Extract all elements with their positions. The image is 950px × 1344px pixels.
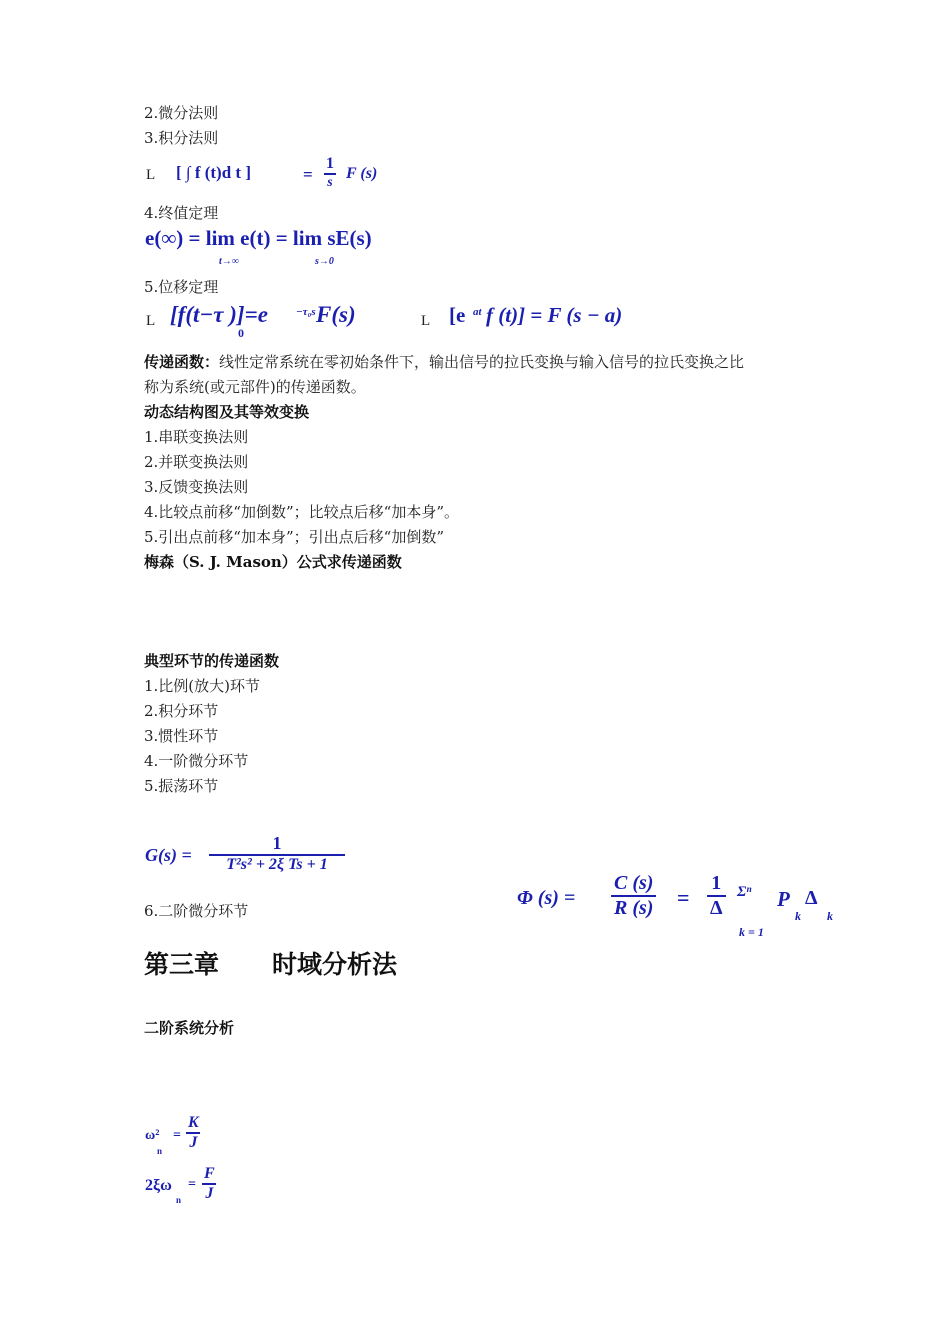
- oscillation-element: 5.振荡环节: [144, 777, 219, 795]
- F-over-J-fraction: [201, 1165, 218, 1203]
- freq-shift-lhs: [e: [449, 303, 466, 327]
- final-value-expression: e(∞) = lim e(t) = lim sE(s): [145, 226, 372, 250]
- oscillation-formula: [145, 833, 365, 883]
- natural-frequency-formula: [145, 1114, 225, 1162]
- freq-shift-exponent: at: [473, 306, 482, 318]
- integral-element: 2.积分环节: [144, 702, 219, 720]
- summation-lower-limit: k = 1: [739, 925, 764, 939]
- inertia-element: 3.惯性环节: [144, 727, 219, 745]
- limit-s-subscript: s→0: [315, 256, 334, 267]
- cofactor-delta: Δ: [805, 887, 818, 909]
- fraction-numerator: 1: [326, 155, 334, 172]
- tf-definition-line1: [144, 352, 744, 372]
- G-of-s: G(s) =: [145, 845, 192, 865]
- second-order-diff-element: 6.二阶微分环节: [144, 902, 249, 920]
- F-numerator: F: [204, 1165, 215, 1182]
- laplace-symbol-1: L: [146, 313, 156, 329]
- K-over-J-fraction: [185, 1114, 202, 1152]
- limit-t-subscript: t→∞: [219, 256, 239, 267]
- two-xi-omega: 2ξω: [145, 1177, 172, 1194]
- one-over-s-fraction: [323, 155, 337, 191]
- tf-term: 传递函数：: [144, 353, 220, 371]
- C-over-R-fraction: [611, 872, 656, 920]
- damping-formula: [145, 1165, 225, 1213]
- int-rule-heading: 3.积分法则: [144, 129, 219, 147]
- mason-delta: Δ: [707, 895, 726, 920]
- equals-sign: =: [303, 165, 313, 184]
- mason-heading: 梅森（S. J. Mason）公式求传递函数: [144, 553, 402, 571]
- mason-formula: [517, 870, 837, 945]
- oscillation-numerator: 1: [272, 833, 282, 853]
- tf-definition-text: 线性定常系统在零初始条件下，输出信号的拉氏变换与输入信号的拉氏变换之比: [219, 353, 745, 371]
- phi-of-s: Φ (s) =: [517, 887, 576, 909]
- K-numerator: K: [188, 1114, 199, 1131]
- C-of-s: C (s): [614, 872, 654, 894]
- path-gain-P: P: [777, 887, 790, 911]
- damping-equals: =: [188, 1177, 196, 1192]
- freq-shift-rhs: f (t)] = F (s − a): [486, 303, 623, 327]
- comparison-point-rule: 4.比较点前移“加倒数”；比较点后移“加本身”。: [144, 503, 459, 521]
- mason-equals: =: [677, 885, 690, 910]
- proportional-element: 1.比例(放大)环节: [144, 677, 261, 695]
- omega-equals: =: [173, 1128, 181, 1143]
- oscillation-fraction: [209, 833, 345, 874]
- summation-symbol: Σⁿ: [737, 884, 752, 900]
- tf-definition-line2: 称为系统(或元部件)的传递函数。: [144, 378, 366, 396]
- diff-rule-heading: 2.微分法则: [144, 104, 219, 122]
- laplace-symbol: L: [146, 167, 156, 183]
- chapter-title: 时域分析法: [272, 950, 398, 979]
- oscillation-denominator: T²s² + 2ξ Ts + 1: [209, 854, 345, 874]
- R-of-s: R (s): [611, 895, 656, 920]
- fraction-denominator: s: [324, 173, 335, 191]
- delta-subscript-k: k: [827, 909, 833, 923]
- feedback-rule: 3.反馈变换法则: [144, 478, 249, 496]
- time-shift-rhs: F(s): [316, 302, 356, 327]
- mason-one: 1: [711, 872, 722, 894]
- time-shift-exponent: −τ₀s: [296, 306, 316, 318]
- xi-omega-subscript-n: n: [176, 1195, 182, 1205]
- first-order-diff-element: 4.一阶微分环节: [144, 752, 249, 770]
- F-of-s: F (s): [346, 165, 378, 182]
- J-denominator-2: J: [202, 1183, 216, 1203]
- final-value-heading: 4.终值定理: [144, 204, 219, 222]
- tau-subscript: 0: [238, 326, 244, 340]
- integral-lhs: [ ∫ f (t)d t ]: [176, 163, 251, 182]
- parallel-rule: 2.并联变换法则: [144, 453, 249, 471]
- time-shift-lhs: [f(t−τ )]=e: [170, 302, 268, 327]
- omega-squared: ω²: [145, 1128, 160, 1143]
- shift-heading: 5.位移定理: [144, 278, 219, 296]
- chapter-number: 第三章: [144, 950, 220, 979]
- final-value-formula: [145, 226, 425, 270]
- series-rule: 1.串联变换法则: [144, 428, 249, 446]
- one-over-delta-fraction: [707, 872, 726, 920]
- laplace-symbol-2: L: [421, 313, 431, 329]
- omega-subscript-n: n: [157, 1146, 163, 1156]
- shift-formulas: [146, 300, 706, 344]
- J-denominator: J: [186, 1132, 200, 1152]
- branch-point-rule: 5.引出点前移“加本身”；引出点后移“加倒数”: [144, 528, 444, 546]
- typical-elements-heading: 典型环节的传递函数: [144, 652, 280, 670]
- P-subscript-k: k: [795, 909, 801, 923]
- block-diagram-heading: 动态结构图及其等效变换: [144, 403, 310, 421]
- second-order-heading: 二阶系统分析: [144, 1019, 235, 1037]
